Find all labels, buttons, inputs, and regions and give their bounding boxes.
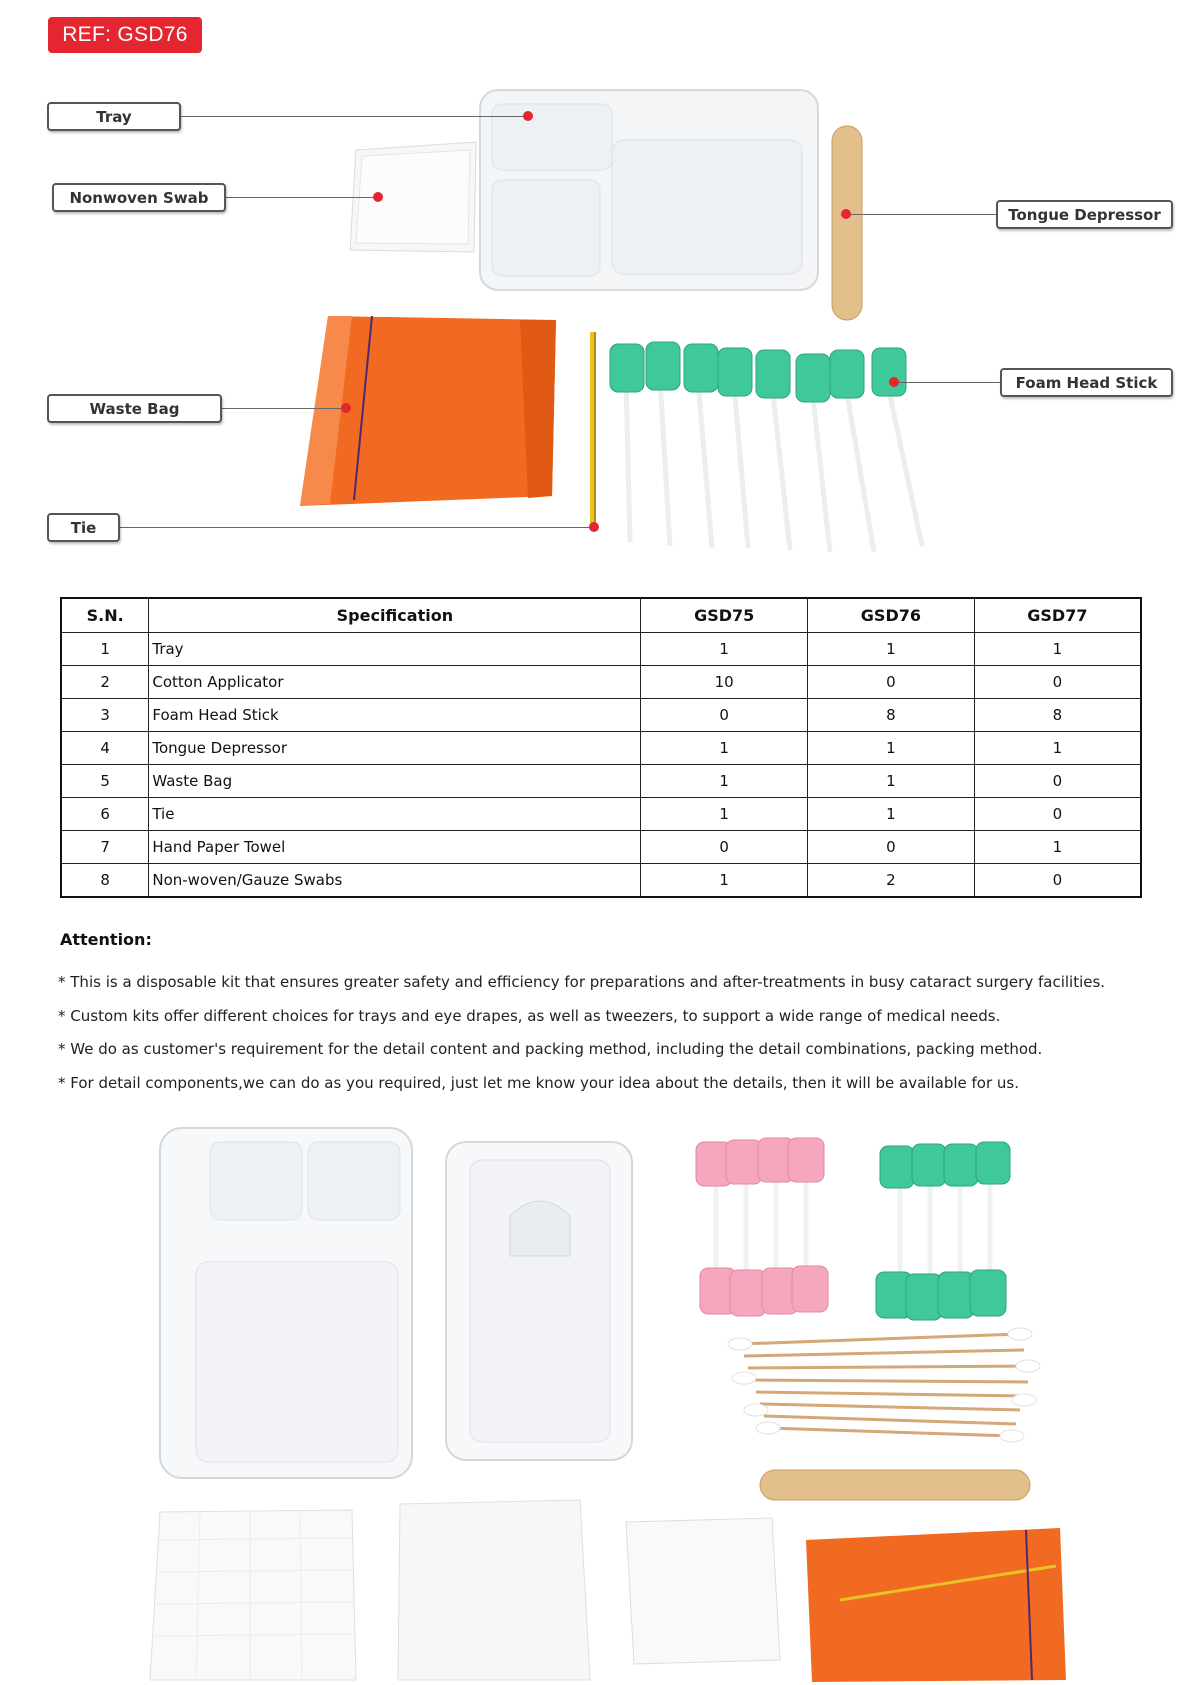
cell-gsd75: 1	[641, 798, 808, 831]
cell-gsd75: 1	[641, 765, 808, 798]
tongue-depressor-illustration	[832, 126, 862, 320]
table-row	[61, 765, 1141, 798]
cell-gsd76: 0	[808, 666, 975, 699]
specification-table	[60, 597, 1142, 898]
cell-sn: 7	[61, 831, 149, 864]
cell-specification: Hand Paper Towel	[149, 831, 641, 864]
table-row	[61, 666, 1141, 699]
header-sn: S.N.	[61, 598, 149, 633]
cell-gsd75: 1	[641, 864, 808, 898]
cotton-applicators-illustration	[728, 1328, 1040, 1442]
large-tray-illustration	[160, 1128, 412, 1478]
tray-callout-label: Tray	[47, 102, 181, 131]
cell-gsd75: 10	[641, 666, 808, 699]
cell-specification: Tie	[149, 798, 641, 831]
cell-sn: 8	[61, 864, 149, 898]
cell-gsd77: 1	[974, 732, 1141, 765]
attention-item: * For detail components,we can do as you required, just let me know your idea about the details, then it will be available for us.	[58, 1073, 1020, 1092]
cell-specification: Non-woven/Gauze Swabs	[149, 864, 641, 898]
cell-specification: Waste Bag	[149, 765, 641, 798]
table-row	[61, 633, 1141, 666]
cell-gsd76: 1	[808, 798, 975, 831]
table-row	[61, 864, 1141, 898]
pink-foam-sticks-illustration	[696, 1138, 828, 1316]
header-gsd75: GSD75	[641, 598, 808, 633]
cell-specification: Cotton Applicator	[149, 666, 641, 699]
cell-gsd77: 0	[974, 864, 1141, 898]
table-header-row	[61, 598, 1141, 633]
cell-specification: Foam Head Stick	[149, 699, 641, 732]
cell-specification: Tongue Depressor	[149, 732, 641, 765]
cell-gsd77: 0	[974, 798, 1141, 831]
cell-gsd76: 1	[808, 633, 975, 666]
header-specification: Specification	[149, 598, 641, 633]
table-row	[61, 831, 1141, 864]
nonwoven-swab-bottom-illustration	[626, 1518, 780, 1664]
tie-illustration	[590, 332, 596, 528]
cell-gsd76: 8	[808, 699, 975, 732]
waste-bag-bottom-illustration	[806, 1528, 1066, 1682]
cell-sn: 1	[61, 633, 149, 666]
waste-bag-marker-dot	[341, 403, 351, 413]
attention-list	[58, 970, 1105, 1104]
cell-sn: 3	[61, 699, 149, 732]
tie-marker-dot	[589, 522, 599, 532]
cell-gsd76: 2	[808, 864, 975, 898]
cell-gsd75: 1	[641, 732, 808, 765]
hand-paper-towel-illustration	[150, 1510, 356, 1680]
tongue-depressor-leader-line	[846, 214, 996, 215]
foam-head-stick-callout-label: Foam Head Stick	[1000, 368, 1173, 397]
cell-gsd77: 1	[974, 831, 1141, 864]
table-row	[61, 732, 1141, 765]
cell-gsd77: 0	[974, 765, 1141, 798]
cell-gsd75: 0	[641, 699, 808, 732]
tongue-depressor-callout-label: Tongue Depressor	[996, 200, 1173, 229]
nonwoven-swab-leader-line	[226, 197, 378, 198]
foam-head-stick-marker-dot	[889, 377, 899, 387]
tongue-depressor-bottom-illustration	[760, 1470, 1030, 1500]
cell-gsd76: 1	[808, 732, 975, 765]
attention-item: * Custom kits offer different choices for trays and eye drapes, as well as tweezers, to support a wide range of medical needs.	[58, 1006, 1001, 1025]
tray-marker-dot	[523, 111, 533, 121]
cell-gsd77: 0	[974, 666, 1141, 699]
green-foam-sticks-illustration	[876, 1142, 1010, 1320]
attention-title: Attention:	[60, 930, 152, 949]
cell-gsd77: 8	[974, 699, 1141, 732]
cell-gsd76: 1	[808, 765, 975, 798]
tie-leader-line	[120, 527, 594, 528]
notched-tray-illustration	[446, 1142, 632, 1460]
foam-head-stick-leader-line	[894, 382, 1000, 383]
cell-gsd75: 1	[641, 633, 808, 666]
tie-callout-label: Tie	[47, 513, 120, 542]
header-gsd77: GSD77	[974, 598, 1141, 633]
waste-bag-callout-label: Waste Bag	[47, 394, 222, 423]
attention-item: * We do as customer's requirement for the detail content and packing method, including the detail combinations, packing method.	[58, 1040, 1043, 1058]
cell-sn: 2	[61, 666, 149, 699]
gauze-swab-illustration	[398, 1500, 590, 1680]
attention-item: * This is a disposable kit that ensures greater safety and efficiency for preparations and after-treatments in busy cataract surgery facilities.	[58, 973, 1106, 991]
ref-badge: REF: GSD76	[48, 17, 202, 53]
kit-components-illustration	[0, 0, 1200, 560]
tongue-depressor-marker-dot	[841, 209, 851, 219]
waste-bag-illustration	[300, 316, 556, 506]
cell-sn: 4	[61, 732, 149, 765]
cell-gsd76: 0	[808, 831, 975, 864]
cell-sn: 5	[61, 765, 149, 798]
cell-gsd77: 1	[974, 633, 1141, 666]
nonwoven-swab-callout-label: Nonwoven Swab	[52, 183, 226, 212]
nonwoven-swab-marker-dot	[373, 192, 383, 202]
foam-head-sticks-illustration	[610, 342, 922, 552]
waste-bag-leader-line	[222, 408, 346, 409]
table-row	[61, 699, 1141, 732]
tray-leader-line	[180, 116, 528, 117]
cell-specification: Tray	[149, 633, 641, 666]
header-gsd76: GSD76	[808, 598, 975, 633]
cell-gsd75: 0	[641, 831, 808, 864]
table-row	[61, 798, 1141, 831]
cell-sn: 6	[61, 798, 149, 831]
